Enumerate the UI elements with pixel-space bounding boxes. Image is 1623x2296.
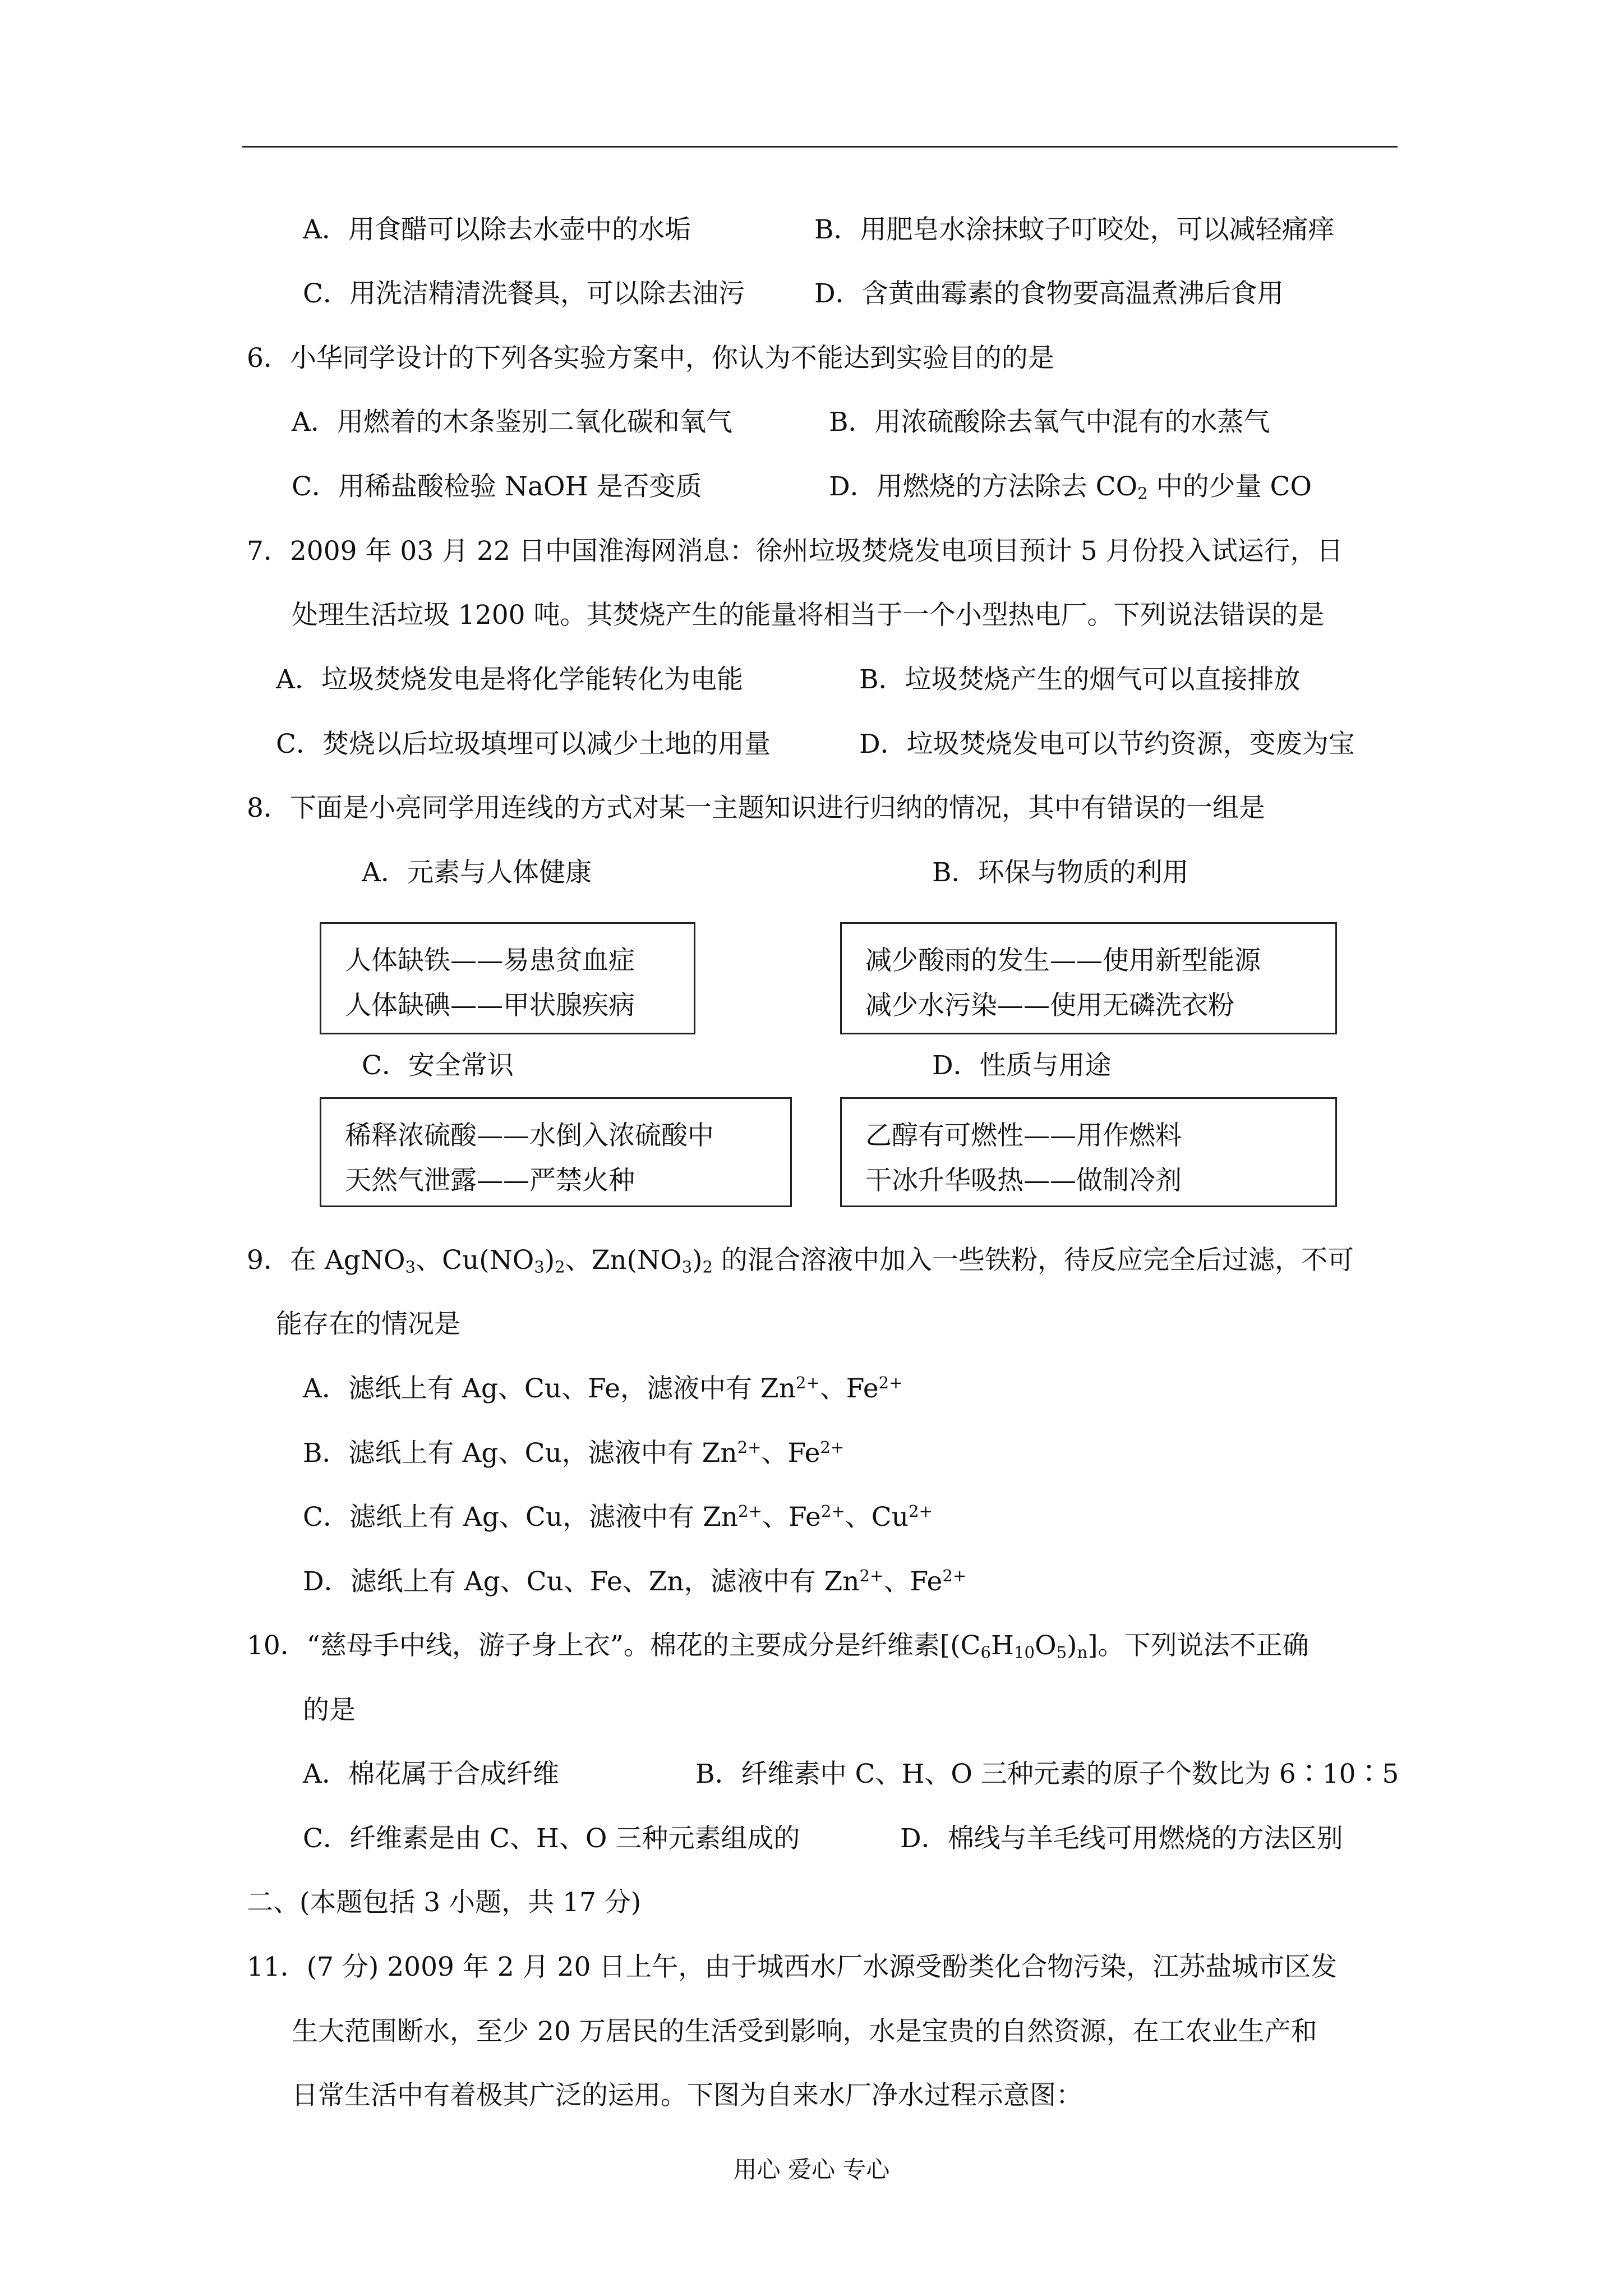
q7-option-d: D．垃圾焚烧发电可以节约资源，变废为宝	[859, 729, 1355, 760]
q5-option-b: B．用肥皂水涂抹蚊子叮咬处，可以减轻痛痒	[814, 214, 1335, 245]
q5-option-c: C．用洗洁精清洗餐具，可以除去油污	[303, 278, 745, 309]
q11-line2: 生大范围断水，至少 20 万居民的生活受到影响，水是宝贵的自然资源，在工农业生产和	[292, 2016, 1317, 2047]
q6-option-a: A．用燃着的木条鉴别二氧化碳和氧气	[292, 407, 732, 438]
q9-option-b: B．滤纸上有 Ag、Cu，滤液中有 $Zn^{2+}$、$Fe^{2+}$	[303, 1437, 845, 1469]
q6-option-b: B．用浓硫酸除去氧气中混有的水蒸气	[829, 407, 1270, 438]
q7-option-c: C．焚烧以后垃圾填埋可以减少土地的用量	[276, 729, 771, 760]
q8-group-c-line: 天然气泄露——严禁火种	[345, 1165, 635, 1196]
q9-option-c: C．滤纸上有 Ag、Cu，滤液中有 $Zn^{2+}$、$Fe^{2+}$、$Cu^{2+}$	[303, 1501, 933, 1533]
q7-option-b: B．垃圾焚烧产生的烟气可以直接排放	[859, 664, 1301, 695]
q10-option-d: D．棉线与羊毛线可用燃烧的方法区别	[900, 1823, 1343, 1854]
header-rule	[242, 146, 1398, 148]
q8-group-c-box	[320, 1097, 792, 1207]
q10-stem-line1: 10．“慈母手中线，游子身上衣”。棉花的主要成分是纤维素$[(C_6H_{10}O_5)_n]$。下列说法不正确	[247, 1630, 1309, 1662]
q10-option-c: C．纤维素是由 C、H、O 三种元素组成的	[303, 1823, 800, 1854]
q8-group-d-title: D．性质与用途	[932, 1050, 1112, 1081]
q6-option-d: D．用燃烧的方法除去 $CO_2$ 中的少量 CO	[829, 471, 1312, 503]
q8-stem: 8．下面是小亮同学用连线的方式对某一主题知识进行归纳的情况，其中有错误的一组是	[247, 793, 1265, 823]
q10-stem-line2: 的是	[303, 1695, 356, 1726]
q8-group-b-box	[840, 922, 1337, 1034]
page-footer: 用心 爱心 专心	[733, 2156, 890, 2183]
q9-stem-line1: 9．在 AgNO$_3$、$Cu(NO_3)_2$、$Zn(NO_3)_2$ 的混合溶液中加入一些铁粉，待反应完全后过滤，不可	[247, 1245, 1354, 1277]
q6-option-c: C．用稀盐酸检验 NaOH 是否变质	[292, 471, 702, 502]
q8-group-b-title: B．环保与物质的利用	[932, 857, 1189, 888]
q7-stem-line2: 处理生活垃圾 1200 吨。其焚烧产生的能量将相当于一个小型热电厂。下列说法错误的是	[292, 600, 1325, 631]
q8-group-d-line: 乙醇有可燃性——用作燃料	[865, 1120, 1182, 1151]
q9-stem-line2: 能存在的情况是	[276, 1309, 460, 1340]
section-heading: 二、(本题包括 3 小题，共 17 分)	[247, 1887, 642, 1918]
q5-option-a: A．用食醋可以除去水壶中的水垢	[303, 214, 691, 245]
q8-group-d-box	[840, 1097, 1337, 1207]
q8-group-d-line: 干冰升华吸热——做制冷剂	[865, 1165, 1182, 1196]
q8-group-a-line: 人体缺碘——甲状腺疾病	[345, 990, 635, 1021]
q8-group-a-box	[320, 922, 695, 1034]
q5-option-d: D．含黄曲霉素的食物要高温煮沸后食用	[814, 278, 1284, 309]
q8-group-a-title: A．元素与人体健康	[362, 857, 592, 888]
q7-stem-line1: 7．2009 年 03 月 22 日中国淮海网消息：徐州垃圾焚烧发电项目预计 5 月份投入试运行，日	[247, 536, 1343, 567]
q8-group-a-line: 人体缺铁——易患贫血症	[345, 945, 635, 976]
q10-option-a: A．棉花属于合成纤维	[303, 1759, 559, 1789]
q8-group-c-line: 稀释浓硫酸——水倒入浓硫酸中	[345, 1120, 714, 1151]
q8-group-c-title: C．安全常识	[362, 1050, 514, 1081]
q6-stem: 6．小华同学设计的下列各实验方案中，你认为不能达到实验目的的是	[247, 343, 1054, 374]
q10-option-b: B．纤维素中 C、H、O 三种元素的原子个数比为 6∶10∶5	[695, 1759, 1399, 1789]
q9-option-a: A．滤纸上有 Ag、Cu、Fe，滤液中有 $Zn^{2+}$、$Fe^{2+}$	[303, 1373, 903, 1404]
q11-line1: 11．(7 分) 2009 年 2 月 20 日上午，由于城西水厂水源受酚类化合物污染，江苏盐城市区发	[247, 1952, 1338, 1982]
q8-group-b-line: 减少酸雨的发生——使用新型能源	[865, 945, 1261, 976]
q9-option-d: D．滤纸上有 Ag、Cu、Fe、Zn，滤液中有 $Zn^{2+}$、$Fe^{2+}$	[303, 1566, 967, 1597]
q7-option-a: A．垃圾焚烧发电是将化学能转化为电能	[276, 664, 743, 695]
q11-line3: 日常生活中有着极其广泛的运用。下图为自来水厂净水过程示意图：	[292, 2080, 1082, 2111]
q8-group-b-line: 减少水污染——使用无磷洗衣粉	[865, 990, 1234, 1021]
